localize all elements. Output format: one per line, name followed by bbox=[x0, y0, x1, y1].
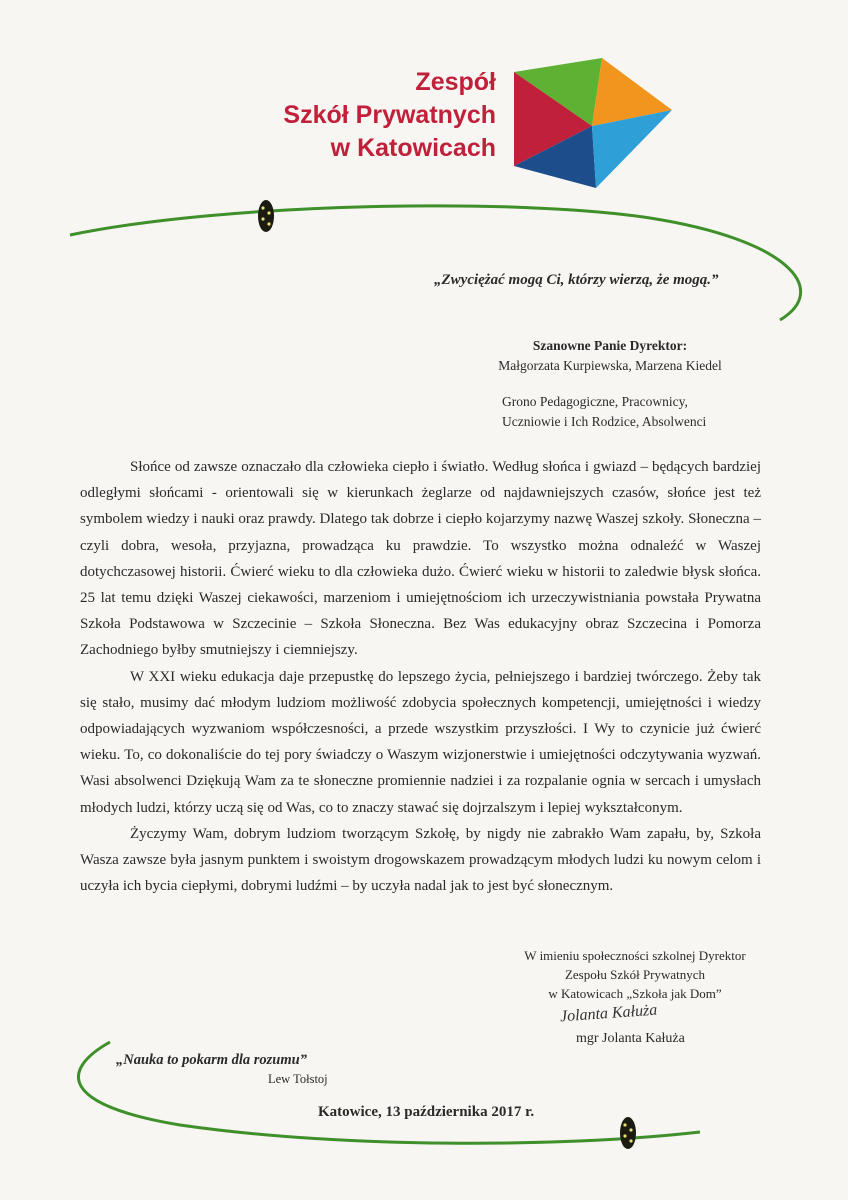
school-logo-icon bbox=[510, 58, 675, 190]
top-swoosh-ornament bbox=[0, 180, 848, 330]
paragraph-1: Słońce od zawsze oznaczało dla człowieka ciepło i światło. Według słońca i gwiazd – będących bardziej odległymi słońcami - orientowali się w kierunkach żeglarze od najdawniejszych czasów, słońce jest też symbolem wiedzy i nauki oraz prawdy. Dlatego tak dobrze i ciepło kojarzymy nazwę Waszej szkoły. Słoneczna – czyli dobra, wesoła, przyjazna, prowadząca ku prawdzie. To wszystko można odnaleźć w Waszej dotychczasowej historii. Ćwierć wieku to dla człowieka dużo. Ćwierć wieku w historii to zaledwie błysk słońca. 25 lat temu dzięki Waszej ciekawości, marzeniom i umiejętnościom ich urzeczywistniania powstała Prywatna Szkoła Podstawowa w Szczecinie – Szkoła Słoneczna. Bez Was edukacyjny obraz Szczecina i Pomorza Zachodniego byłby smutniejszy i ciemniejszy. bbox=[80, 459, 761, 659]
logo-line-2: Szkół Prywatnych bbox=[283, 101, 496, 129]
signature-line-2: Zespołu Szkół Prywatnych bbox=[564, 967, 706, 982]
paragraph-3: Życzymy Wam, dobrym ludziom tworzącym Szkołę, by nigdy nie zabrakło Wam zapału, by, Szkoła Wasza zawsze była jasnym punktem i swoistym drogowskazem prowadzącym młodych ludzi ku nowym celom i uczyła ich bycia ciepłymi, dobrymi ludźmi – by uczyła nadal jak to jest być słonecznym. bbox=[80, 825, 761, 895]
addressee-block bbox=[440, 336, 760, 432]
salutation: Szanowne Panie Dyrektor: bbox=[532, 338, 688, 353]
signature-line-3: w Katowicach „Szkoła jak Dom” bbox=[548, 986, 722, 1001]
addressee-group-line-2: Uczniowie i Ich Rodzice, Absolwenci bbox=[502, 414, 707, 429]
addressee-names: Małgorzata Kurpiewska, Marzena Kiedel bbox=[498, 358, 722, 373]
paragraph-2: W XXI wieku edukacja daje przepustkę do lepszego życia, pełniejszego i bardziej twórczego. Żeby tak się stało, musimy dać młodym ludziom możliwość zdobycia społecznych kompetencji, umiejętności i wiedzy odpowiadających wyzwaniom współczesności, a przede wszystkim przyszłości. I Wy to czynicie już ćwierć wieku. To, co dokonaliście do tej pory świadczy o Waszym wizjonerstwie i umiejętności odczytywania wyzwań. Wasi absolwenci Dziękują Wam za te słoneczne promiennie nadziei i za rozpalanie ognia w sercach i umysłach młodych ludzi, którzy uczą się od Was, co to znaczy stawać się dojrzalszym i lepiej wykształconym. bbox=[80, 668, 761, 816]
letter-body bbox=[80, 454, 761, 899]
bottom-motto: „Nauka to pokarm dla rozumu” bbox=[116, 1052, 307, 1068]
addressee-group-line-1: Grono Pedagogiczne, Pracownicy, bbox=[502, 394, 688, 409]
signature-line-1: W imieniu społeczności szkolnej Dyrektor bbox=[524, 948, 746, 963]
logo-line-1: Zespół bbox=[415, 68, 496, 96]
place-and-date: Katowice, 13 października 2017 r. bbox=[318, 1104, 535, 1120]
signatory-name: mgr Jolanta Kałuża bbox=[576, 1031, 685, 1046]
signature-block bbox=[505, 946, 765, 1003]
logo-line-3: w Katowicach bbox=[330, 134, 496, 162]
bottom-motto-author: Lew Tołstoj bbox=[268, 1072, 328, 1086]
addressee-group bbox=[502, 392, 760, 432]
school-logo-text bbox=[283, 66, 496, 165]
handwritten-signature: Jolanta Kałuża bbox=[559, 1001, 658, 1026]
top-motto: „Zwyciężać mogą Ci, którzy wierzą, że mogą.” bbox=[434, 272, 719, 288]
